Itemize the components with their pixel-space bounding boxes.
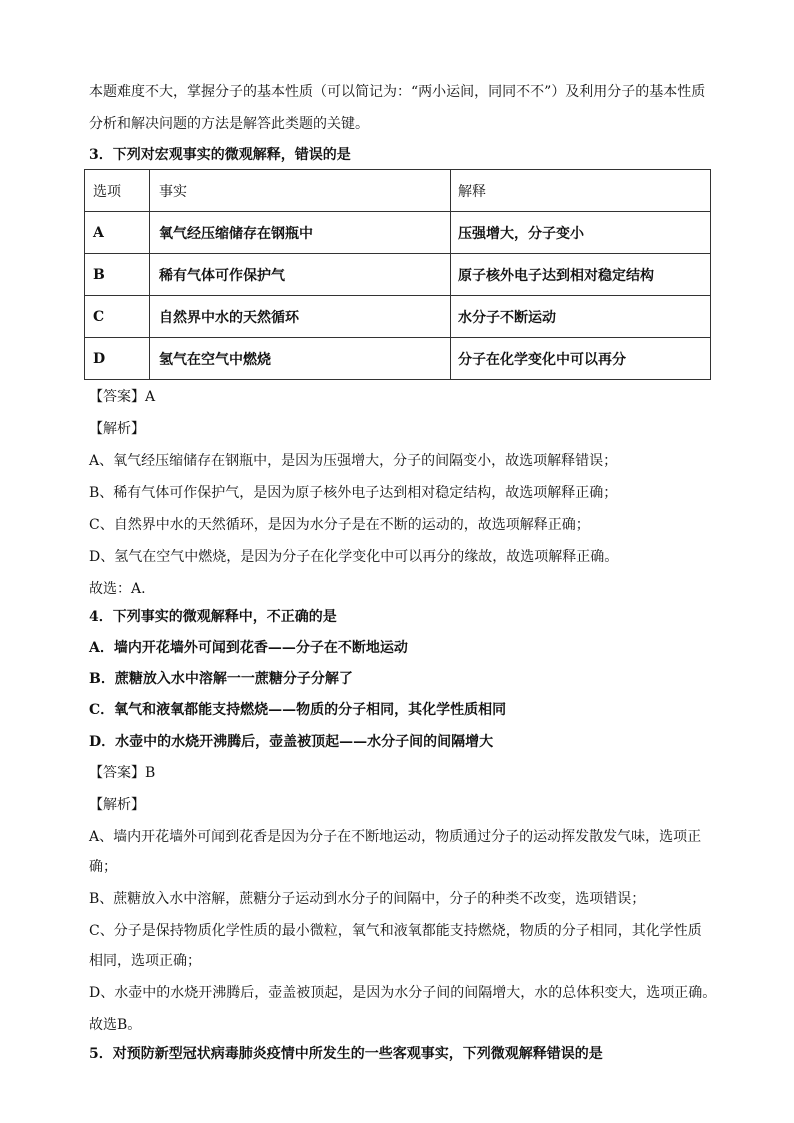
q4-stem: 4．下列事实的微观解释中，不正确的是 (89, 609, 337, 625)
q3-analysis-label: 【解析】 (89, 421, 145, 437)
q4-analysis-line: 确； (89, 859, 117, 875)
table-cell: 氢气在空气中燃烧 (150, 338, 451, 380)
table-cell: 分子在化学变化中可以再分 (451, 338, 711, 380)
table-cell: C (85, 296, 150, 338)
q4-option-b: B．蔗糖放入水中溶解一一蔗糖分子分解了 (89, 671, 353, 687)
q4-answer: 【答案】B (89, 765, 156, 781)
table-row (85, 338, 711, 380)
table-cell: B (85, 254, 150, 296)
table-cell: 稀有气体可作保护气 (150, 254, 451, 296)
table-header-cell: 解释 (451, 170, 711, 212)
table-cell: 水分子不断运动 (451, 296, 711, 338)
table-header-row (85, 170, 711, 212)
table-header-cell: 事实 (150, 170, 451, 212)
q3-analysis-line: A、氧气经压缩储存在钢瓶中，是因为压强增大，分子的间隔变小，故选项解释错误； (89, 453, 618, 469)
table-row (85, 296, 711, 338)
table-cell: 氧气经压缩储存在钢瓶中 (150, 212, 451, 254)
q5-stem: 5．对预防新型冠状病毒肺炎疫情中所发生的一些客观事实，下列微观解释错误的是 (89, 1046, 603, 1062)
q4-option-c: C．氧气和液氧都能支持燃烧——物质的分子相同，其化学性质相同 (89, 702, 507, 718)
q4-choice: 故选B。 (89, 1017, 142, 1033)
q4-analysis-line: D、水壶中的水烧开沸腾后，壶盖被顶起，是因为水分子间的间隔增大，水的总体积变大，选项正确。 (89, 985, 717, 1001)
q4-analysis-line: C、分子是保持物质化学性质的最小微粒，氧气和液氧都能支持燃烧，物质的分子相同，其化学性质 (89, 923, 702, 939)
q4-analysis-line: 相同，选项正确； (89, 953, 201, 969)
table-row (85, 212, 711, 254)
table-cell: 原子核外电子达到相对稳定结构 (451, 254, 711, 296)
q3-choice: 故选：A. (89, 581, 146, 597)
table-row (85, 254, 711, 296)
q4-option-d: D．水壶中的水烧开沸腾后，壶盖被顶起——水分子间的间隔增大 (89, 734, 494, 750)
table-cell: D (85, 338, 150, 380)
table-header-cell: 选项 (85, 170, 150, 212)
table-cell: A (85, 212, 150, 254)
intro-line-2: 分析和解决问题的方法是解答此类题的关键。 (89, 116, 369, 132)
q3-analysis-line: D、氢气在空气中燃烧，是因为分子在化学变化中可以再分的缘故，故选项解释正确。 (89, 549, 619, 565)
q3-stem: 3．下列对宏观事实的微观解释，错误的是 (89, 147, 351, 163)
table-cell: 压强增大，分子变小 (451, 212, 711, 254)
q4-option-a: A．墙内开花墙外可闻到花香——分子在不断地运动 (89, 640, 408, 656)
intro-line-1: 本题难度不大，掌握分子的基本性质（可以简记为：“两小运间，同同不不”）及利用分子的基本性质 (89, 84, 706, 100)
q4-analysis-line: B、蔗糖放入水中溶解，蔗糖分子运动到水分子的间隔中，分子的种类不改变，选项错误； (89, 891, 646, 907)
q3-analysis-line: B、稀有气体可作保护气，是因为原子核外电子达到相对稳定结构，故选项解释正确； (89, 485, 618, 501)
q3-table (84, 169, 711, 380)
q3-analysis-line: C、自然界中水的天然循环，是因为水分子是在不断的运动的，故选项解释正确； (89, 517, 590, 533)
q3-answer: 【答案】A (89, 389, 156, 405)
q4-analysis-label: 【解析】 (89, 797, 145, 813)
q4-analysis-line: A、墙内开花墙外可闻到花香是因为分子在不断地运动，物质通过分子的运动挥发散发气味，选项正 (89, 829, 702, 845)
table-cell: 自然界中水的天然循环 (150, 296, 451, 338)
